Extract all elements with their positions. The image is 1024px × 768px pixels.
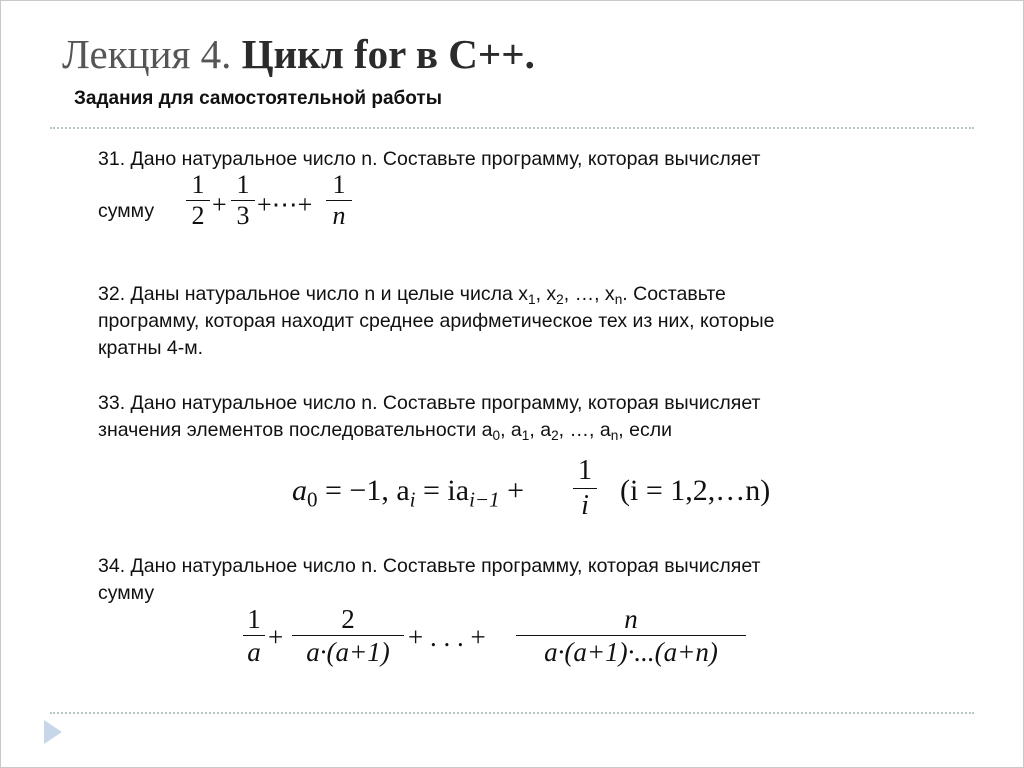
task31-line2: сумму bbox=[98, 200, 155, 222]
ellipsis-sum: + . . . + bbox=[408, 622, 486, 652]
fraction-numerator: 1 bbox=[332, 170, 346, 199]
task31-line1: 31. Дано натуральное число n. Составьте программу, которая вычисляет bbox=[98, 148, 761, 170]
task31-fraction-3 bbox=[326, 172, 352, 229]
task33-formula: $a_0 = -1$, $a_i = ia_{i-1}$ + bbox=[292, 474, 525, 512]
plus-sign: + bbox=[268, 622, 284, 652]
task32-line2: программу, которая находит среднее арифметическое тех из них, которые bbox=[98, 310, 775, 332]
task34-fraction-1 bbox=[243, 605, 265, 666]
play-triangle-icon[interactable] bbox=[44, 720, 62, 744]
fraction-denominator: 3 bbox=[236, 201, 250, 230]
fraction-numerator: 1 bbox=[578, 455, 592, 486]
fraction-numerator: n bbox=[624, 604, 638, 634]
fraction-denominator: a·(a+1)·...(a+n) bbox=[544, 637, 718, 667]
task34-line1: 34. Дано натуральное число n. Составьте программу, которая вычисляет bbox=[98, 555, 761, 577]
task33-line2: значения элементов последовательности $a_0$, $a_1$, $a_2$, …, $a_n$, если bbox=[98, 419, 672, 444]
task31-fraction-1 bbox=[186, 172, 210, 229]
fraction-numerator: 1 bbox=[191, 170, 205, 199]
fraction-numerator: 1 bbox=[247, 604, 261, 634]
task33-line1: 33. Дано натуральное число n. Составьте программу, которая вычисляет bbox=[98, 392, 761, 414]
plus-sign: + bbox=[212, 190, 227, 219]
ellipsis-sum: +⋯+ bbox=[257, 190, 313, 219]
bottom-divider bbox=[50, 712, 974, 714]
fraction-numerator: 2 bbox=[341, 604, 355, 634]
fraction-denominator: i bbox=[581, 490, 589, 521]
fraction-denominator: n bbox=[332, 201, 346, 230]
title-bold: Цикл for в C++. bbox=[241, 31, 535, 77]
fraction-denominator: a·(a+1) bbox=[306, 637, 390, 667]
slide-subtitle: Задания для самостоятельной работы bbox=[74, 88, 442, 109]
task32-line1: 32. Даны натуральное число n и целые числа $x_1$, $x_2$, …, $x_n$. Составьте bbox=[98, 283, 726, 308]
top-divider bbox=[50, 127, 974, 129]
task34-line2: сумму bbox=[98, 582, 155, 604]
task33-fraction bbox=[573, 456, 597, 521]
task32-line3: кратны 4-м. bbox=[98, 337, 204, 359]
task31-fraction-2 bbox=[231, 172, 255, 229]
task34-fraction-3 bbox=[516, 605, 746, 666]
task34-fraction-2 bbox=[292, 605, 404, 666]
fraction-denominator: a bbox=[247, 637, 261, 667]
task33-range: (i = 1,2,…n) bbox=[620, 474, 771, 507]
title-prefix: Лекция 4. bbox=[62, 31, 242, 77]
fraction-denominator: 2 bbox=[191, 201, 205, 230]
slide-title bbox=[62, 30, 535, 78]
fraction-numerator: 1 bbox=[236, 170, 250, 199]
